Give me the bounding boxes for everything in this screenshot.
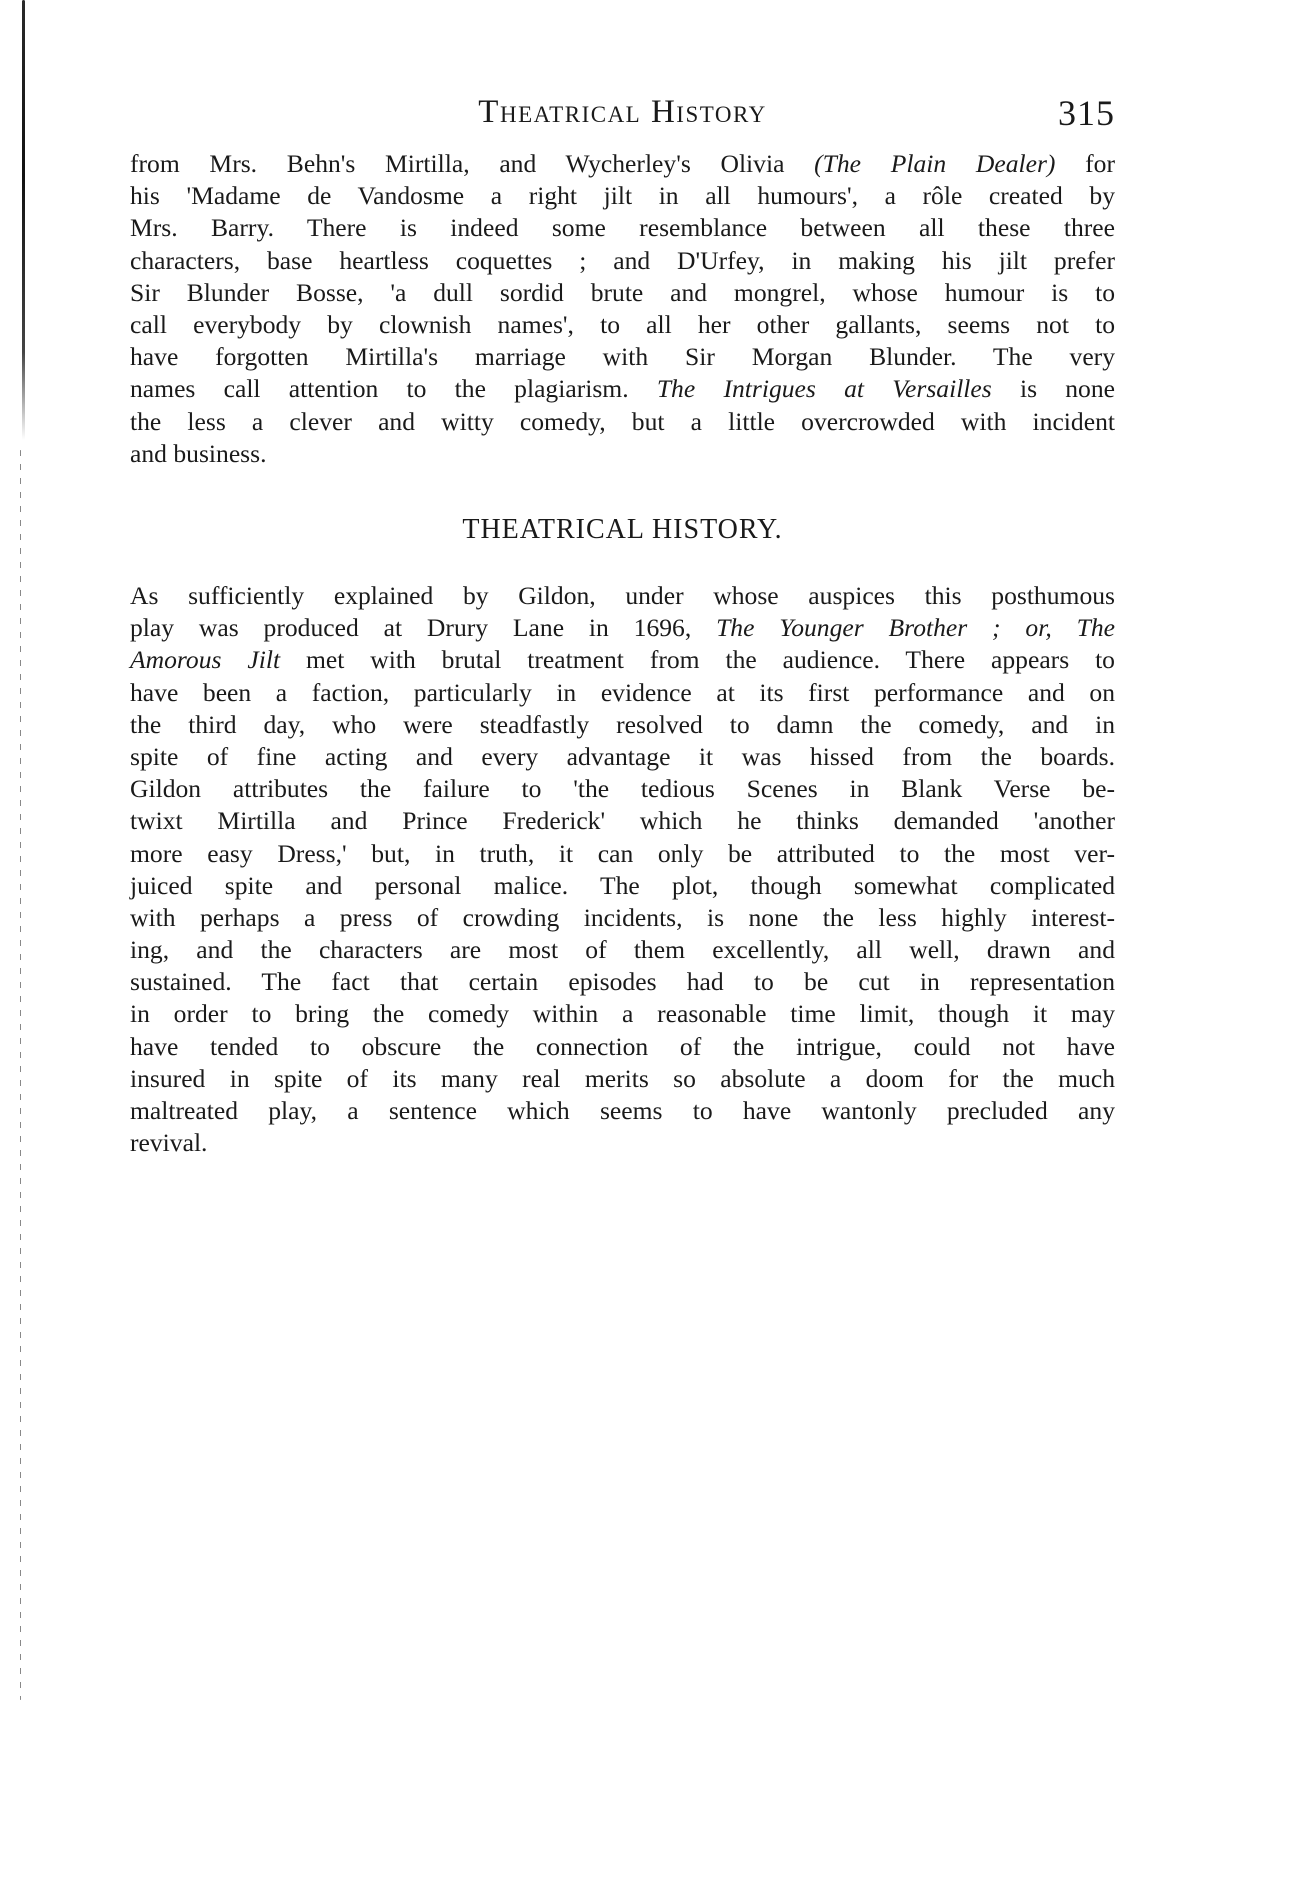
paragraph-2: [130, 580, 1115, 1159]
text-line: [130, 1031, 1115, 1063]
text-run: Gildon attributes the failure to 'the tedious Scenes in Blank Verse be-: [130, 774, 1115, 804]
text-run: characters, base heartless coquettes ; and D'Urfey, in making his jilt prefer: [130, 245, 1115, 275]
italic-title: Amorous Jilt: [130, 645, 281, 675]
text-run: his 'Madame de Vandosme a right jilt in all humours', a rôle created by: [130, 181, 1115, 211]
text-line: [130, 1095, 1115, 1127]
text-run: from Mrs. Behn's Mirtilla, and Wycherley's Olivia: [130, 149, 815, 178]
text-line: [130, 212, 1115, 244]
running-head: [130, 88, 1115, 136]
text-line: [130, 148, 1115, 180]
text-run: the third day, who were steadfastly resolved to damn the comedy, and in: [130, 709, 1115, 739]
text-run: maltreated play, a sentence which seems to have wantonly precluded any: [130, 1096, 1115, 1125]
text-run: have been a faction, particularly in evidence at its first performance and on: [130, 677, 1115, 707]
text-line: [130, 180, 1115, 212]
text-run: Mrs. Barry. There is indeed some resemblance between all these three: [130, 213, 1115, 243]
text-line: [130, 309, 1115, 341]
italic-title: (The Plain Dealer): [814, 149, 1056, 178]
text-run: As sufficiently explained by Gildon, under whose auspices this posthumous: [130, 581, 1115, 610]
text-run: play was produced at Drury Lane in 1696,: [130, 613, 717, 643]
text-run: juiced spite and personal malice. The plot, though somewhat complicated: [130, 870, 1115, 900]
text-line: [130, 838, 1115, 870]
section-heading: THEATRICAL HISTORY.: [462, 514, 783, 545]
page-number: 315: [1058, 93, 1115, 133]
text-run: have tended to obscure the connection of the intrigue, could not have: [130, 1031, 1115, 1061]
text-line: [130, 709, 1115, 741]
text-run: have forgotten Mirtilla's marriage with Sir Morgan Blunder. The very: [130, 342, 1115, 372]
paragraph-1: [130, 148, 1115, 470]
text-run: sustained. The fact that certain episodes had to be cut in representation: [130, 967, 1115, 997]
running-title: Theatrical History: [478, 94, 767, 130]
text-run: call everybody by clownish names', to all her other gallants, seems not to: [130, 309, 1115, 339]
text-line: [130, 277, 1115, 309]
text-line: [130, 373, 1115, 405]
text-line: [130, 773, 1115, 805]
binding-shadow: [22, 0, 25, 440]
text-run: names call attention to the plagiarism.: [130, 374, 657, 404]
text-line: [130, 580, 1115, 612]
text-run: twixt Mirtilla and Prince Frederick' which he thinks demanded 'another: [130, 806, 1115, 836]
text-run: is none: [991, 374, 1115, 404]
text-run: ing, and the characters are most of them excellently, all well, drawn and: [130, 935, 1115, 965]
italic-title: The Intrigues at Versailles: [656, 374, 992, 404]
text-line: [130, 245, 1115, 277]
text-line: [130, 1127, 1115, 1159]
text-run: the less a clever and witty comedy, but a little overcrowded with incident: [130, 406, 1115, 436]
text-run: in order to bring the comedy within a reasonable time limit, though it may: [130, 999, 1115, 1029]
text-run: with perhaps a press of crowding incidents, is none the less highly interest-: [130, 902, 1115, 932]
text-run: for: [1055, 149, 1115, 178]
italic-title: The Younger Brother ; or, The: [716, 613, 1115, 643]
text-line: [130, 341, 1115, 373]
text-line: [130, 438, 1115, 470]
text-run: insured in spite of its many real merits so absolute a doom for the much: [130, 1063, 1115, 1093]
text-line: [130, 870, 1115, 902]
text-line: [130, 1063, 1115, 1095]
text-run: more easy Dress,' but, in truth, it can only be attributed to the most ver-: [130, 838, 1115, 868]
text-line: [130, 406, 1115, 438]
text-line: [130, 934, 1115, 966]
binding-shadow-faint: [20, 450, 21, 1700]
text-run: Sir Blunder Bosse, 'a dull sordid brute and mongrel, whose humour is to: [130, 277, 1115, 307]
text-run: met with brutal treatment from the audience. There appears to: [280, 645, 1115, 675]
text-run: and business.: [130, 438, 267, 468]
text-line: [130, 998, 1115, 1030]
text-line: [130, 677, 1115, 709]
text-line: [130, 741, 1115, 773]
text-line: [130, 805, 1115, 837]
text-line: [130, 902, 1115, 934]
text-run: revival.: [130, 1128, 208, 1158]
text-line: [130, 612, 1115, 644]
text-line: [130, 966, 1115, 998]
text-run: spite of fine acting and every advantage it was hissed from the boards.: [130, 741, 1115, 771]
text-line: [130, 644, 1115, 676]
